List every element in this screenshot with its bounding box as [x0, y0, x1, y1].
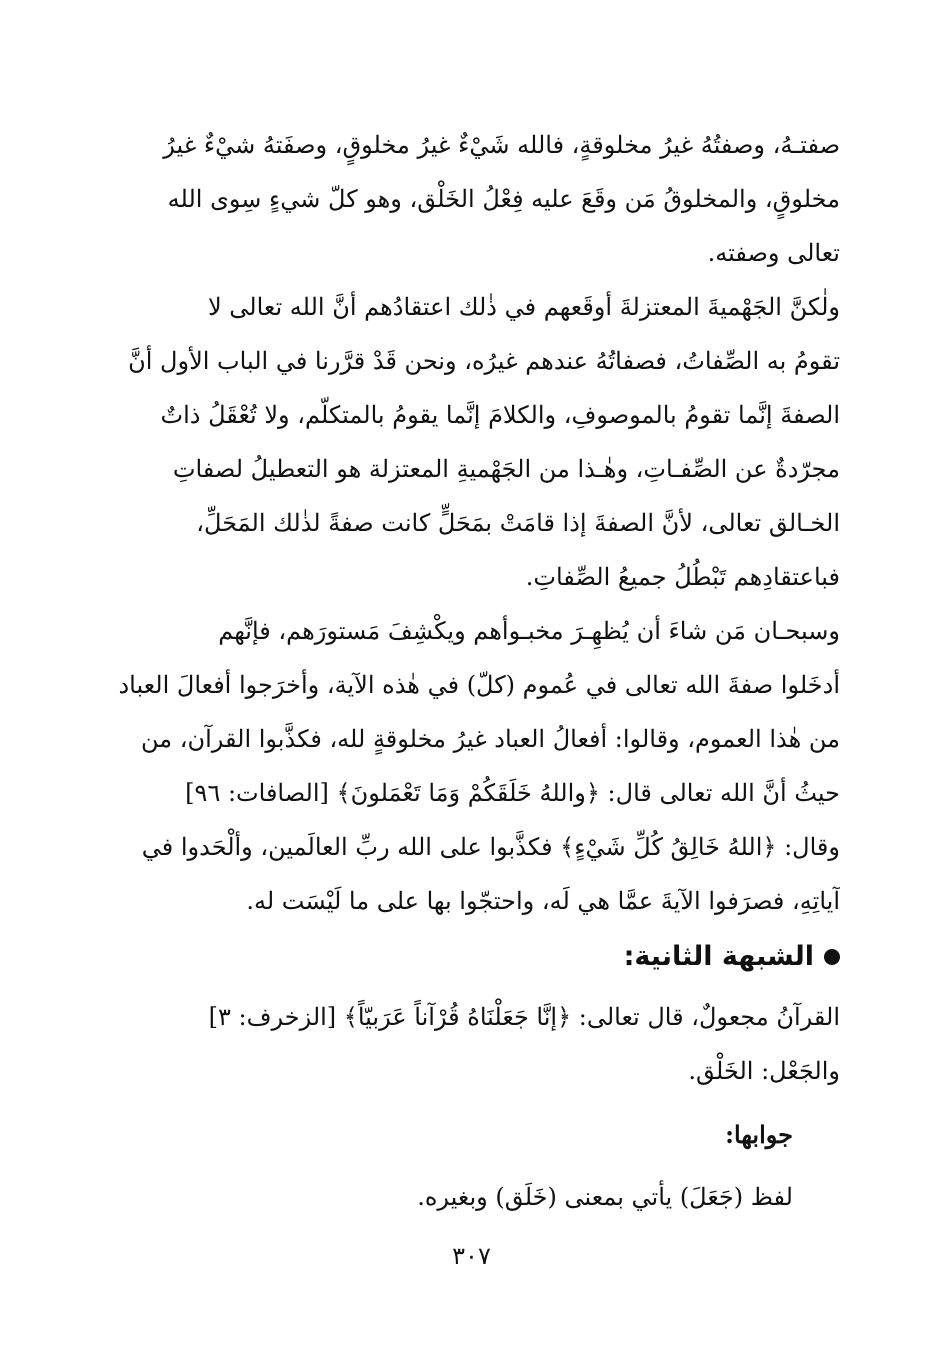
paragraph-line: وسبحـان مَن شاءَ أن يُظهِـرَ مخبـوأهم ويكْشِفَ مَستورَهم، فإنَّهم: [218, 617, 840, 645]
paragraph-line: والجَعْل: الخَلْق.: [688, 1057, 840, 1085]
section-heading-text: الشبهة الثانية:: [623, 941, 814, 972]
paragraph-line: حيثُ أنَّ الله تعالى قال: ﴿واللهُ خَلَقَكُمْ وَمَا تَعْمَلونَ﴾ [الصافات: ٩٦]: [185, 779, 840, 807]
paragraph-line: مجرّدةٌ عن الصِّفـاتِ، وهٰـذا من الجَهْميةِ المعتزلة هو التعطيلُ لصفاتِ: [172, 455, 840, 483]
section-heading: [624, 930, 840, 984]
paragraph-3: [105, 604, 840, 928]
paragraph-4: [105, 990, 840, 1098]
paragraph-line: فباعتقادِهم تَبْطُلُ جميعُ الصِّفاتِ.: [525, 563, 840, 591]
paragraph-line: الخـالق تعالى، لأنَّ الصفةَ إذا قامَتْ بمَحَلٍّ كانت صفةً لذٰلك المَحَلِّ،: [196, 509, 840, 537]
paragraph-2: [105, 280, 840, 604]
paragraph-line: من هٰذا العموم، وقالوا: أفعالُ العباد غيرُ مخلوقةٍ لله، فكذَّبوا القرآن، من: [140, 725, 840, 753]
paragraph-line: ولٰكنَّ الجَهْميةَ المعتزلةَ أوقَعهم في ذٰلك اعتقادُهم أنَّ الله تعالى لا: [207, 293, 840, 321]
paragraph-line: القرآنُ مجعولٌ، قال تعالى: ﴿إنَّا جَعَلْنَاهُ قُرْآناً عَرَبيّاً﴾ [الزخرف: ٣]: [208, 1003, 840, 1031]
answer-label: جوابها:: [725, 1120, 793, 1149]
paragraph-line: أدخَلوا صفةَ الله تعالى في عُموم (كلّ) في هٰذه الآية، وأخرَجوا أفعالَ العباد: [118, 671, 840, 699]
page-number: ٣٠٧: [452, 1242, 491, 1270]
paragraph-line: تقومُ به الصِّفاتُ، فصفاتُهُ عندهم غيرُه، ونحن قَدْ قرَّرنا في الباب الأول أنَّ: [128, 347, 840, 375]
paragraph-line: صفتـهُ، وصفتُهُ غيرُ مخلوقةٍ، فالله شَيْءٌ غيرُ مخلوقٍ، وصفَتهُ شيْءٌ غيرُ: [163, 131, 840, 159]
paragraph-line: آياتِهِ، فصرَفوا الآيةَ عمَّا هي لَه، واحتجّوا بها على ما لَيْسَت له.: [246, 887, 840, 915]
paragraph-line: الصفةَ إنَّما تقومُ بالموصوفِ، والكلامَ إنَّما يقومُ بالمتكلّم، ولا تُعْقَلُ ذاتٌ: [160, 401, 840, 429]
paragraph-1: [105, 118, 840, 280]
answer-text: لفظ (جَعَلَ) يأتي بمعنى (خَلَق) وبغيره.: [417, 1183, 793, 1211]
paragraph-line: مخلوقٍ، والمخلوقُ مَن وقَعَ عليه فِعْلُ الخَلْق، وهو كلّ شيءٍ سِوى الله: [167, 185, 840, 213]
paragraph-line: تعالى وصفته.: [707, 239, 840, 267]
paragraph-line: وقال: ﴿اللهُ خَالِقُ كُلِّ شَيْءٍ﴾ فكذَّبوا على الله ربِّ العالَمين، وألْحَدوا في: [141, 833, 840, 861]
bullet-icon: [824, 949, 840, 965]
